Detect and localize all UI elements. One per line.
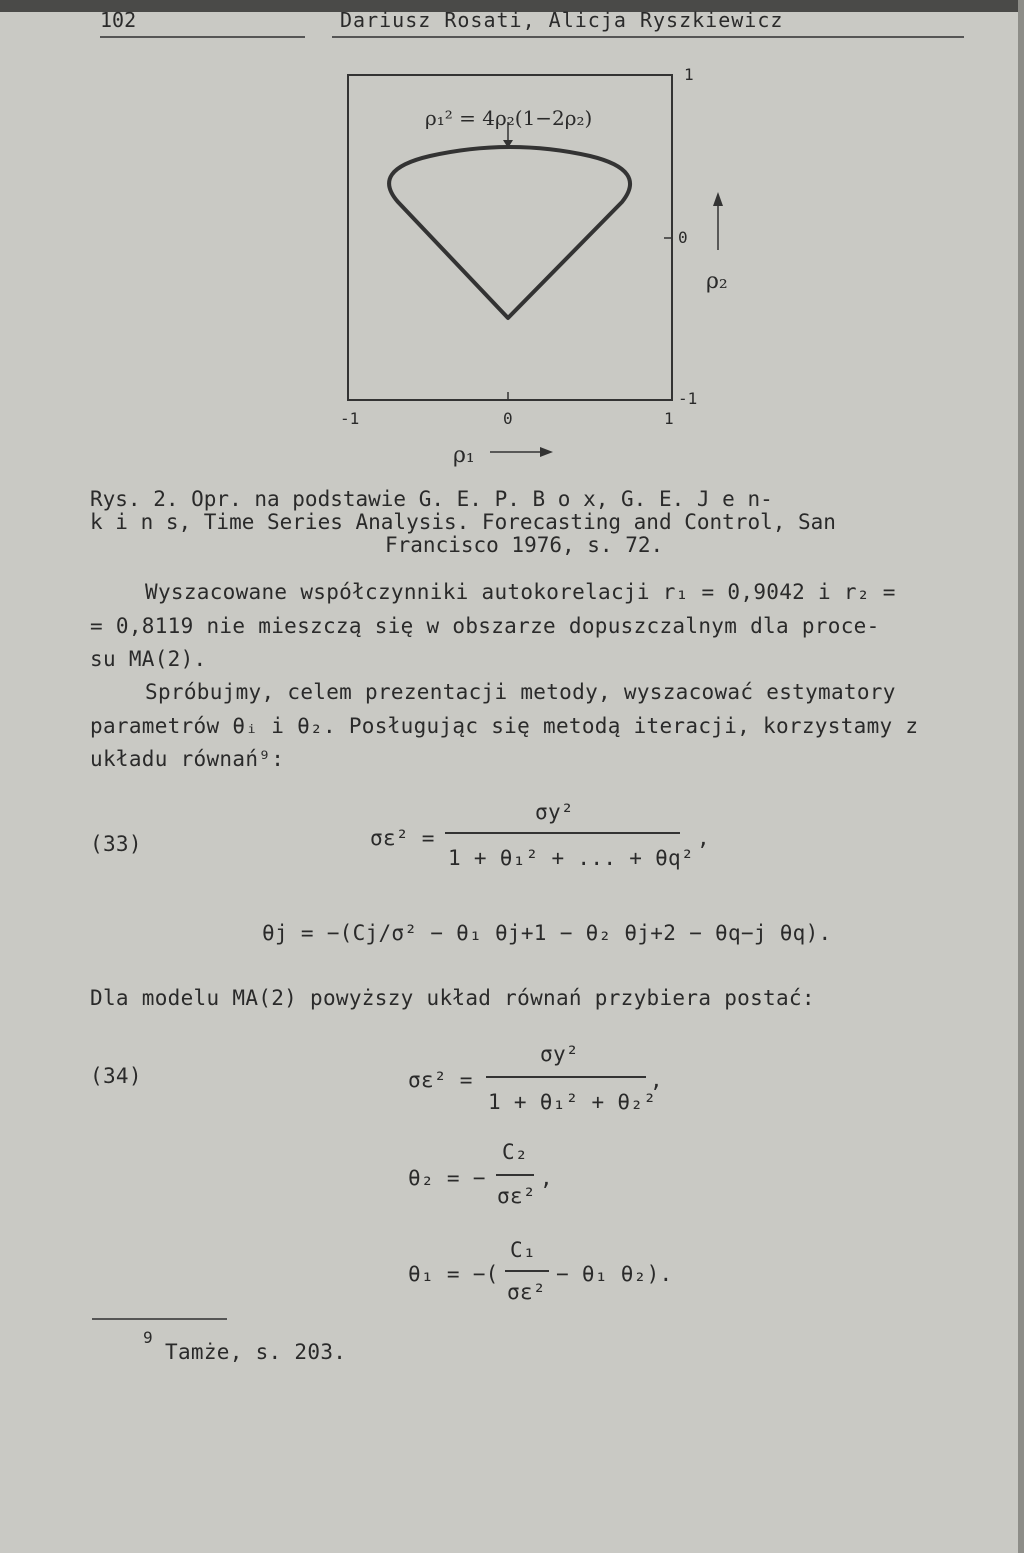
- paragraph-3: Dla modelu MA(2) powyższy układ równań przybiera postać:: [90, 986, 815, 1010]
- y-axis-label: ρ₂: [706, 269, 728, 294]
- paragraph-2-line-1: Spróbujmy, celem prezentacji metody, wyszacować estymatory: [145, 680, 896, 704]
- footnote-marker: 9: [143, 1328, 153, 1347]
- equation-33-fraction-bar: [445, 832, 680, 834]
- y-tick-top: 1: [684, 65, 694, 84]
- equation-33-tail: ,: [697, 826, 710, 850]
- page-number: 102: [100, 8, 137, 32]
- equation-34-denominator: 1 + θ₁² + θ₂²: [488, 1090, 657, 1114]
- paragraph-1-line-2: = 0,8119 nie mieszczą się w obszarze dopuszczalnym dla proce-: [90, 614, 880, 638]
- admissible-region-curve: [389, 147, 630, 318]
- y-axis-arrowhead: [713, 192, 723, 206]
- equation-33-theta-j: θj = −(Cj/σ² − θ₁ θj+1 − θ₂ θj+2 − θq−j θq).: [262, 921, 832, 945]
- curve-label: ρ₁² = 4ρ₂(1−2ρ₂): [425, 106, 593, 130]
- equation-34-theta2-fraction-bar: [496, 1174, 534, 1176]
- equation-34-theta1-lhs: θ₁ = −(: [408, 1262, 499, 1286]
- equation-34-theta2-denominator: σε²: [497, 1184, 536, 1208]
- equation-34-theta1-tail: − θ₁ θ₂).: [556, 1262, 673, 1286]
- y-tick-bottom: -1: [678, 389, 698, 408]
- caption-line-3: Francisco 1976, s. 72.: [385, 533, 664, 557]
- equation-34-number: (34): [90, 1064, 142, 1088]
- equation-34-theta2-numerator: C₂: [502, 1140, 528, 1164]
- paragraph-2-line-3: układu równań⁹:: [90, 747, 285, 771]
- equation-33-lhs: σε² =: [370, 826, 435, 850]
- equation-34-tail: ,: [650, 1068, 663, 1092]
- paragraph-1-line-1: Wyszacowane współczynniki autokorelacji r₁ = 0,9042 i r₂ =: [145, 580, 896, 604]
- running-header-authors: Dariusz Rosati, Alicja Ryszkiewicz: [340, 8, 784, 32]
- equation-33-number: (33): [90, 832, 142, 856]
- equation-34-theta2-tail: ,: [540, 1166, 553, 1190]
- equation-33-numerator: σy²: [535, 800, 574, 824]
- y-tick-middle: 0: [678, 228, 688, 247]
- paragraph-1-line-3: su MA(2).: [90, 647, 207, 671]
- equation-33-denominator: 1 + θ₁² + ... + θq²: [448, 846, 694, 870]
- x-axis-arrowhead: [540, 447, 553, 457]
- figure-admissible-region: [0, 0, 1024, 480]
- caption-line-1: Rys. 2. Opr. na podstawie G. E. P. B o x, G. E. J e n-: [90, 487, 773, 511]
- x-tick-middle: 0: [503, 409, 513, 428]
- paragraph-2-line-2: parametrów θᵢ i θ₂. Posługując się metodą iteracji, korzystamy z: [90, 714, 919, 738]
- x-axis-label: ρ₁: [453, 443, 475, 468]
- x-tick-right: 1: [664, 409, 674, 428]
- x-tick-left: -1: [340, 409, 360, 428]
- footnote-text: Tamże, s. 203.: [165, 1340, 347, 1364]
- footnote-rule: [92, 1318, 227, 1320]
- equation-34-lhs: σε² =: [408, 1068, 473, 1092]
- equation-34-theta1-fraction-bar: [505, 1270, 549, 1272]
- equation-34-numerator: σy²: [540, 1042, 579, 1066]
- equation-34-theta2-lhs: θ₂ = −: [408, 1166, 486, 1190]
- equation-34-theta1-numerator: C₁: [510, 1238, 536, 1262]
- equation-34-fraction-bar: [486, 1076, 646, 1078]
- caption-line-2: k i n s, Time Series Analysis. Forecasting and Control, San: [90, 510, 836, 534]
- equation-34-theta1-denominator: σε²: [507, 1280, 546, 1304]
